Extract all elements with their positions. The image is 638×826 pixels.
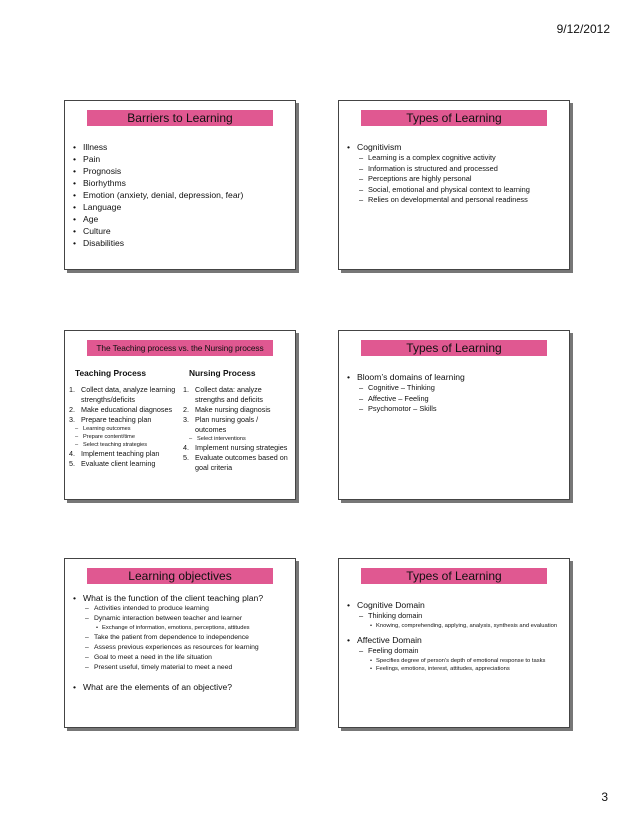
bullet-item: • Age [71, 213, 289, 225]
numbered-item: 2. Make educational diagnoses [69, 405, 177, 415]
slide-content [345, 599, 563, 674]
slide-types-of-learning-blooms [338, 330, 570, 500]
sub-bullet-list [357, 646, 563, 674]
sub-bullet-item: – Affective – Feeling [357, 394, 563, 405]
numbered-item: 4. Implement nursing strategies [183, 443, 291, 453]
sub-item: – Select teaching strategies [69, 441, 177, 449]
bullet-item: • Cognitive Domain [345, 599, 563, 611]
sub-item: – Prepare content/time [69, 433, 177, 441]
sub-bullet-item: – Present useful, timely material to meet a need [83, 663, 289, 673]
sub-sub-bullet-item: • Exchange of information, emotions, perceptions, attitudes [83, 624, 289, 633]
sub-bullet-item: – Dynamic interaction between teacher and learner [83, 614, 289, 624]
sub-bullet-list [357, 611, 563, 630]
numbered-item: 3. Plan nursing goals / outcomes [183, 415, 291, 435]
bullet-list [71, 592, 289, 604]
numbered-list [183, 385, 291, 435]
numbered-item: 3. Prepare teaching plan [69, 415, 177, 425]
sub-item: – Learning outcomes [69, 425, 177, 433]
slide-types-of-learning-domains [338, 558, 570, 728]
header-date: 9/12/2012 [556, 22, 610, 36]
bullet-item: • What are the elements of an objective? [71, 681, 289, 693]
nursing-process-column [183, 367, 291, 473]
slide-content [71, 592, 289, 693]
bullet-item: • Prognosis [71, 165, 289, 177]
sub-bullet-item: – Information is structured and processed [357, 164, 563, 175]
bullet-list [71, 141, 289, 249]
sub-bullet-item: – Take the patient from dependence to independence [83, 633, 289, 643]
sub-sub-bullet-item: • Knowing, comprehending, applying, analysis, synthesis and evaluation [357, 622, 563, 631]
slide-content [71, 141, 289, 249]
numbered-item: 1. Collect data: analyze strengths and deficits [183, 385, 291, 405]
process-columns [69, 367, 291, 473]
sub-list [183, 435, 291, 443]
slide-content [69, 367, 291, 473]
teaching-process-column [69, 367, 177, 473]
slide-teaching-vs-nursing-process [64, 330, 296, 500]
numbered-item: 4. Implement teaching plan [69, 449, 177, 459]
sub-bullet-item: – Learning is a complex cognitive activity [357, 153, 563, 164]
numbered-item: 5. Evaluate outcomes based on goal criteria [183, 453, 291, 473]
sub-bullet-item: – Feeling domain [357, 646, 563, 657]
bullet-item: • What is the function of the client teaching plan? [71, 592, 289, 604]
bullet-list [345, 634, 563, 646]
slide-barriers-to-learning [64, 100, 296, 270]
slide-learning-objectives [64, 558, 296, 728]
bullet-item: • Pain [71, 153, 289, 165]
numbered-list [69, 385, 177, 425]
column-heading: Nursing Process [189, 368, 256, 378]
sub-sub-bullet-item: • Specifies degree of person’s depth of emotional response to tasks [357, 657, 563, 666]
sub-bullet-item: – Activities intended to produce learning [83, 604, 289, 614]
sub-bullet-item: – Psychomotor – Skills [357, 404, 563, 415]
column-heading: Teaching Process [75, 368, 147, 378]
sub-bullet-item: – Social, emotional and physical context to learning [357, 185, 563, 196]
slide-title: Learning objectives [87, 568, 273, 584]
bullet-item: • Language [71, 201, 289, 213]
bullet-item: • Cognitivism [345, 141, 563, 153]
bullet-item: • Affective Domain [345, 634, 563, 646]
sub-item: – Select interventions [183, 435, 291, 443]
slide-types-of-learning-cognitivism [338, 100, 570, 270]
slide-title: Types of Learning [361, 568, 547, 584]
slide-title: The Teaching process vs. the Nursing process [87, 340, 273, 356]
slide-content [345, 141, 563, 206]
bullet-item: • Biorhythms [71, 177, 289, 189]
slide-title: Barriers to Learning [87, 110, 273, 126]
bullet-item: • Bloom’s domains of learning [345, 371, 563, 383]
numbered-item: 1. Collect data, analyze learning strengths/deficits [69, 385, 177, 405]
sub-bullet-item: – Thinking domain [357, 611, 563, 622]
bullet-list [345, 371, 563, 383]
numbered-list [183, 443, 291, 473]
slide-content [345, 371, 563, 415]
numbered-item: 2. Make nursing diagnosis [183, 405, 291, 415]
sub-bullet-item: – Cognitive – Thinking [357, 383, 563, 394]
sub-bullet-list [357, 383, 563, 415]
bullet-item: • Disabilities [71, 237, 289, 249]
bullet-item: • Emotion (anxiety, denial, depression, fear) [71, 189, 289, 201]
slide-title: Types of Learning [361, 110, 547, 126]
bullet-list [71, 681, 289, 693]
sub-list [69, 425, 177, 449]
sub-bullet-item: – Relies on developmental and personal readiness [357, 195, 563, 206]
page-number: 3 [601, 790, 608, 804]
bullet-item: • Illness [71, 141, 289, 153]
slide-title: Types of Learning [361, 340, 547, 356]
bullet-list [345, 141, 563, 153]
sub-bullet-list [357, 153, 563, 206]
bullet-list [345, 599, 563, 611]
sub-bullet-list [83, 604, 289, 673]
bullet-item: • Culture [71, 225, 289, 237]
sub-sub-bullet-item: • Feelings, emotions, interest, attitudes, appreciations [357, 665, 563, 674]
numbered-item: 5. Evaluate client learning [69, 459, 177, 469]
numbered-list [69, 449, 177, 469]
sub-bullet-item: – Assess previous experiences as resources for learning [83, 643, 289, 653]
sub-bullet-item: – Goal to meet a need in the life situation [83, 653, 289, 663]
sub-bullet-item: – Perceptions are highly personal [357, 174, 563, 185]
